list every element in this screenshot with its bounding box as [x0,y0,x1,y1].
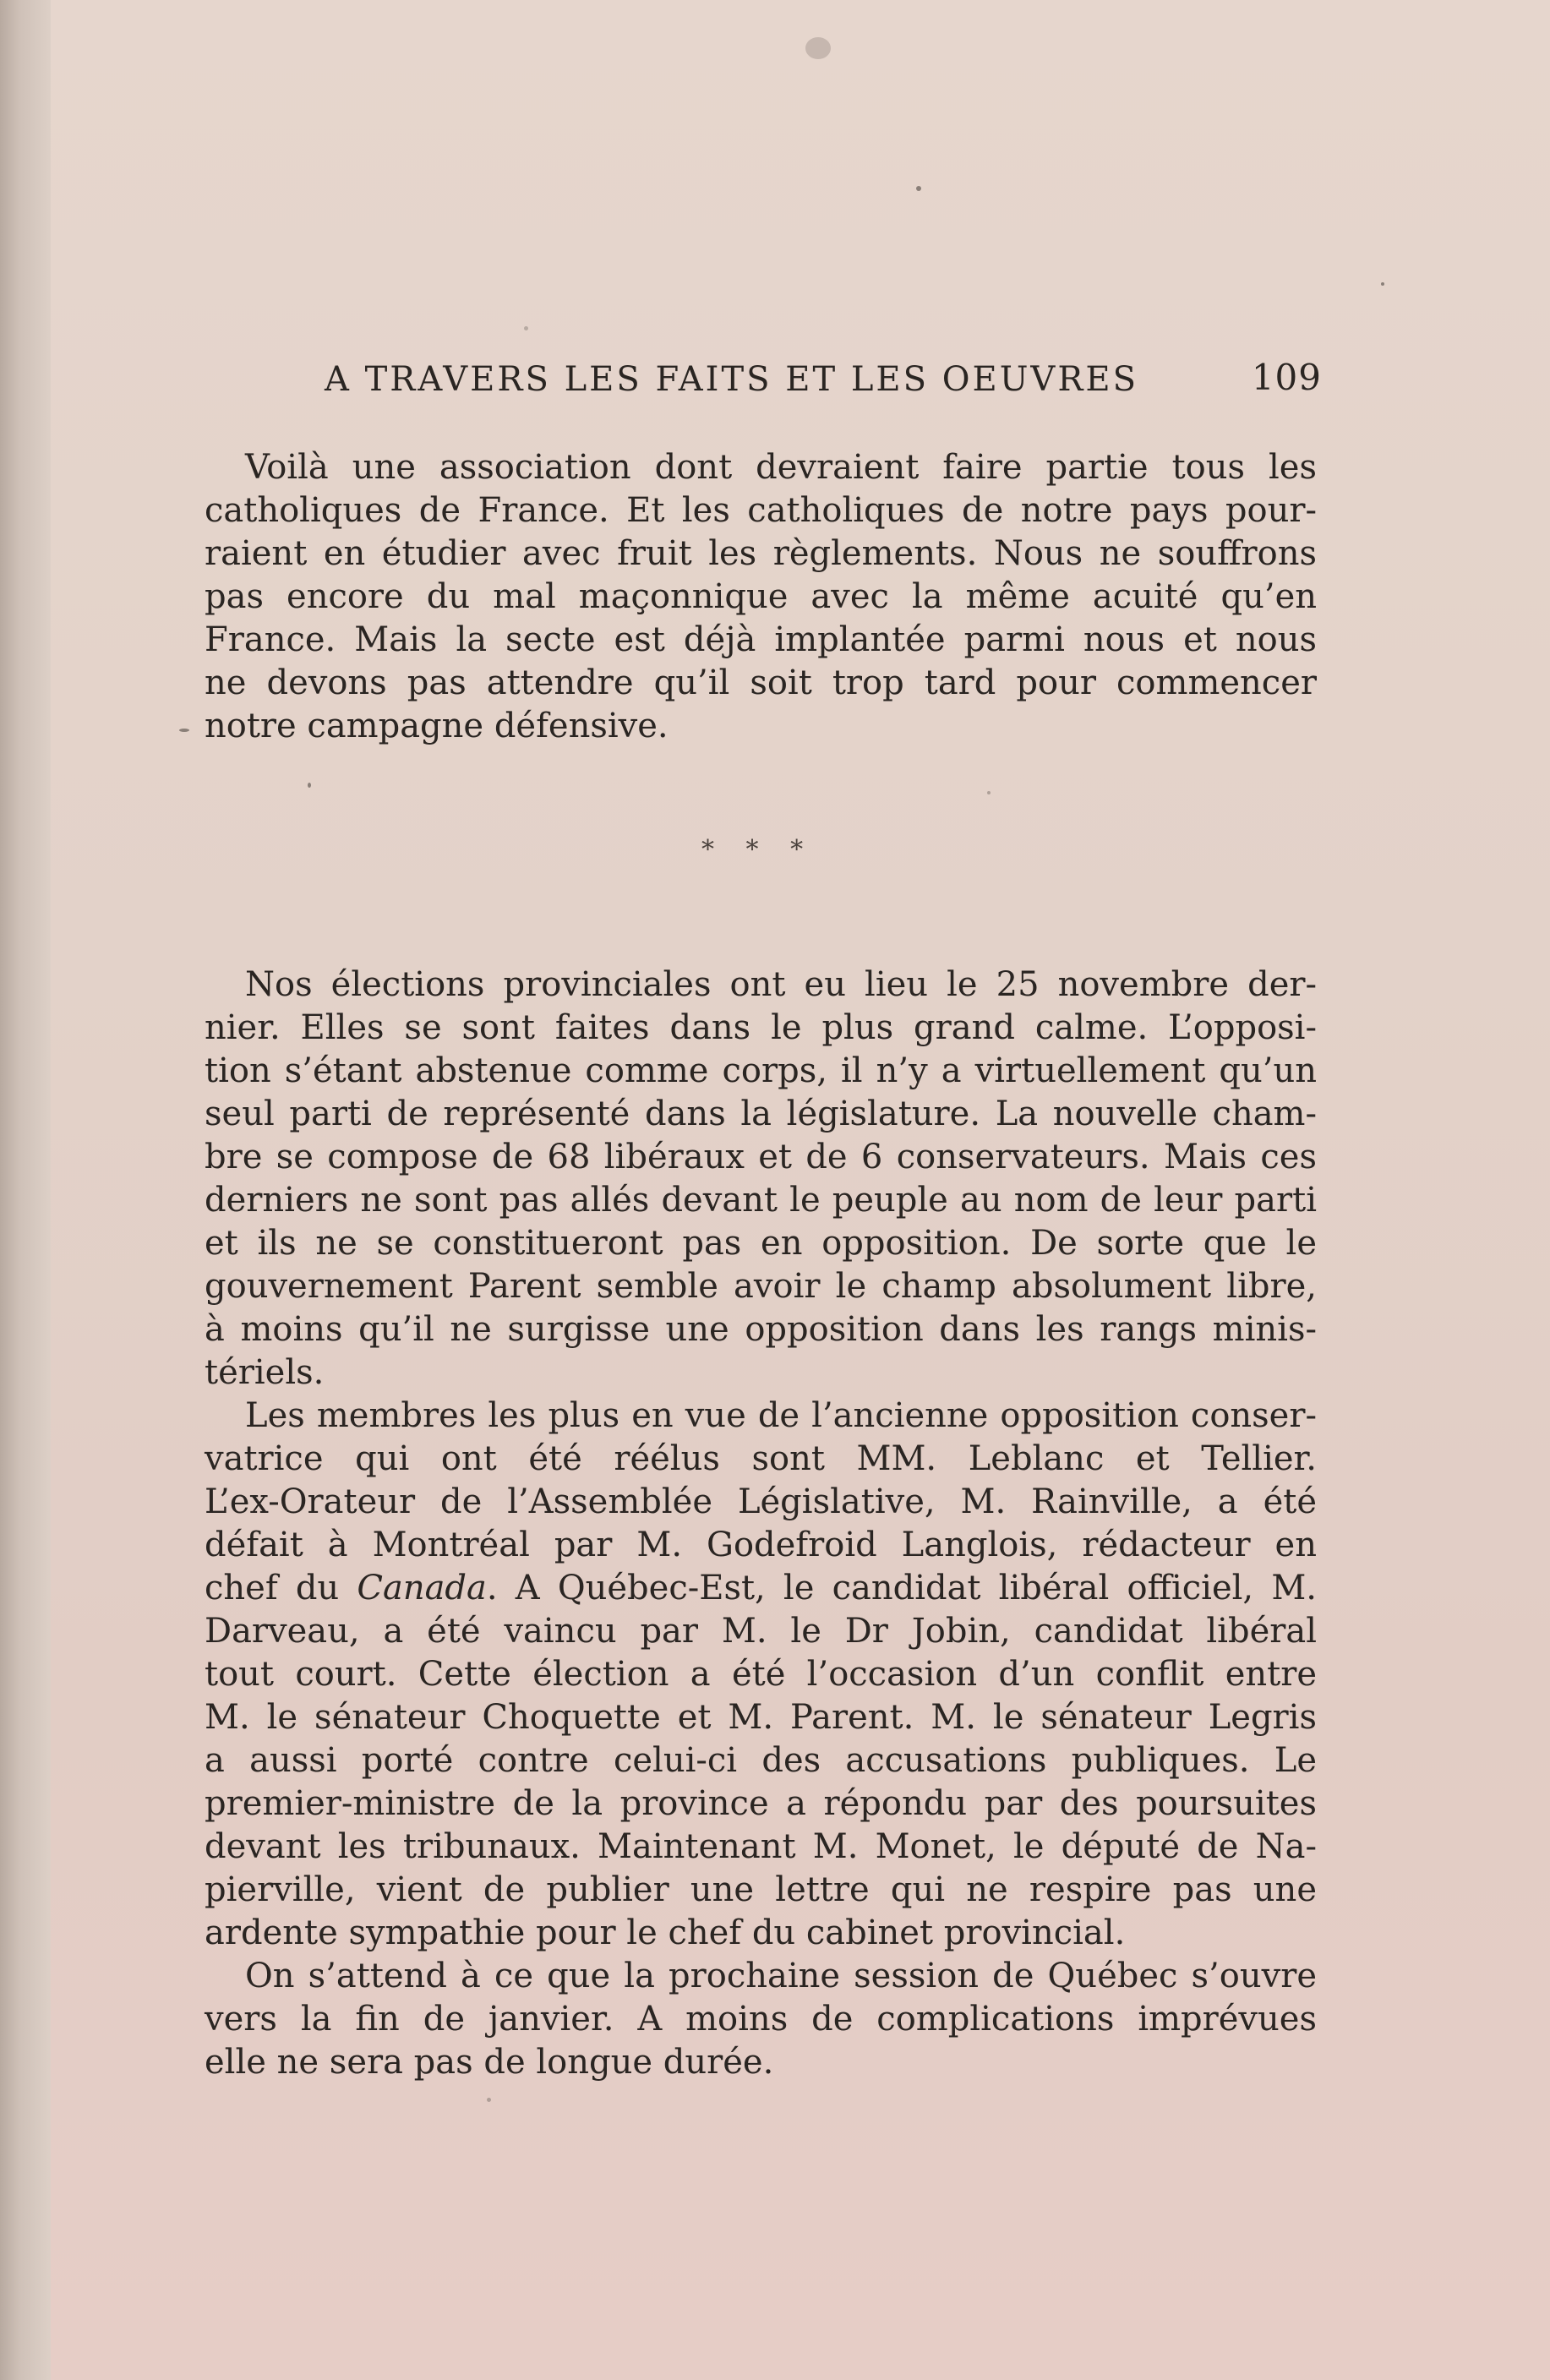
paragraph-freemasonry [205,446,1317,748]
text-line: France. Mais la secte est déjà implantée parmi nous et nous [205,620,1317,659]
paragraph-elections [205,963,1317,2084]
running-title: A TRAVERS LES FAITS ET LES OEUVRES [325,360,1139,399]
text-line: On s’attend à ce que la prochaine session de Québec s’ouvre [245,1957,1317,1995]
text-line: catholiques de France. Et les catholiques de notre pays pour- [205,491,1317,530]
newspaper-title: Canada [357,1569,487,1608]
text-line: elle ne sera pas de longue durée. [205,2043,774,2082]
text-line: vatrice qui ont été réélus sont MM. Leblanc et Tellier. [205,1439,1317,1478]
text-line: Voilà une association dont devraient faire partie tous les [245,448,1317,487]
text-line: premier-ministre de la province a répondu par des poursuites [205,1784,1317,1823]
page-gutter-shadow [0,0,51,2380]
running-head [318,353,1322,404]
paper-blemish [805,37,831,59]
paper-blemish [524,326,528,330]
page-number: 109 [1251,357,1322,398]
paper-blemish [179,729,189,732]
text-line: tériels. [205,1353,325,1392]
text-line: nier. Elles se sont faites dans le plus grand calme. L’opposi- [205,1008,1317,1047]
paper-blemish [916,186,921,191]
paper-blemish [487,2098,491,2102]
text-line: ardente sympathie pour le chef du cabinet provincial. [205,1913,1126,1952]
text-line: pierville, vient de publier une lettre qui ne respire pas une [205,1870,1317,1909]
text-line: gouvernement Parent semble avoir le champ absolument libre, [205,1267,1317,1306]
text-line: Nos élections provinciales ont eu lieu le 25 novembre der- [245,965,1317,1004]
text-line: raient en étudier avec fruit les règlements. Nous ne souffrons [205,534,1317,573]
text-line: derniers ne sont pas allés devant le peuple au nom de leur parti [205,1181,1317,1220]
text-line: notre campagne défensive. [205,707,669,745]
text-line: M. le sénateur Choquette et M. Parent. M. le sénateur Legris [205,1698,1317,1737]
text-line: tout court. Cette élection a été l’occasion d’un conflit entre [205,1655,1317,1694]
text-line: défait à Montréal par M. Godefroid Langlois, rédacteur en [205,1526,1317,1564]
paper-blemish [308,783,311,788]
text-line: seul parti de représenté dans la législature. La nouvelle cham- [205,1094,1317,1133]
text-line: devant les tribunaux. Maintenant M. Monet, le député de Na- [205,1827,1317,1866]
paper-blemish [987,791,991,794]
text-line: tion s’étant abstenue comme corps, il n’y a virtuellement qu’un [205,1051,1317,1090]
text-line: à moins qu’il ne surgisse une opposition dans les rangs minis- [205,1310,1317,1349]
text-line: a aussi porté contre celui-ci des accusations publiques. Le [205,1741,1317,1780]
text-line: ne devons pas attendre qu’il soit trop tard pour commencer [205,663,1317,702]
text-line: pas encore du mal maçonnique avec la même acuité qu’en [205,577,1317,616]
text-line: chef du Canada. A Québec-Est, le candidat libéral officiel, M. [205,1569,1317,1608]
text-line: vers la fin de janvier. A moins de complications imprévues [205,2000,1317,2039]
text-line: et ils ne se constitueront pas en opposition. De sorte que le [205,1224,1317,1263]
paper-blemish [1381,282,1384,286]
text-line: Darveau, a été vaincu par M. le Dr Jobin, candidat libéral [205,1612,1317,1651]
text-line: bre se compose de 68 libéraux et de 6 conservateurs. Mais ces [205,1138,1317,1176]
text-line: Les membres les plus en vue de l’ancienne opposition conser- [245,1396,1317,1435]
text-line: L’ex-Orateur de l’Assemblée Législative, M. Rainville, a été [205,1482,1317,1521]
section-separator: * * * [701,835,816,865]
